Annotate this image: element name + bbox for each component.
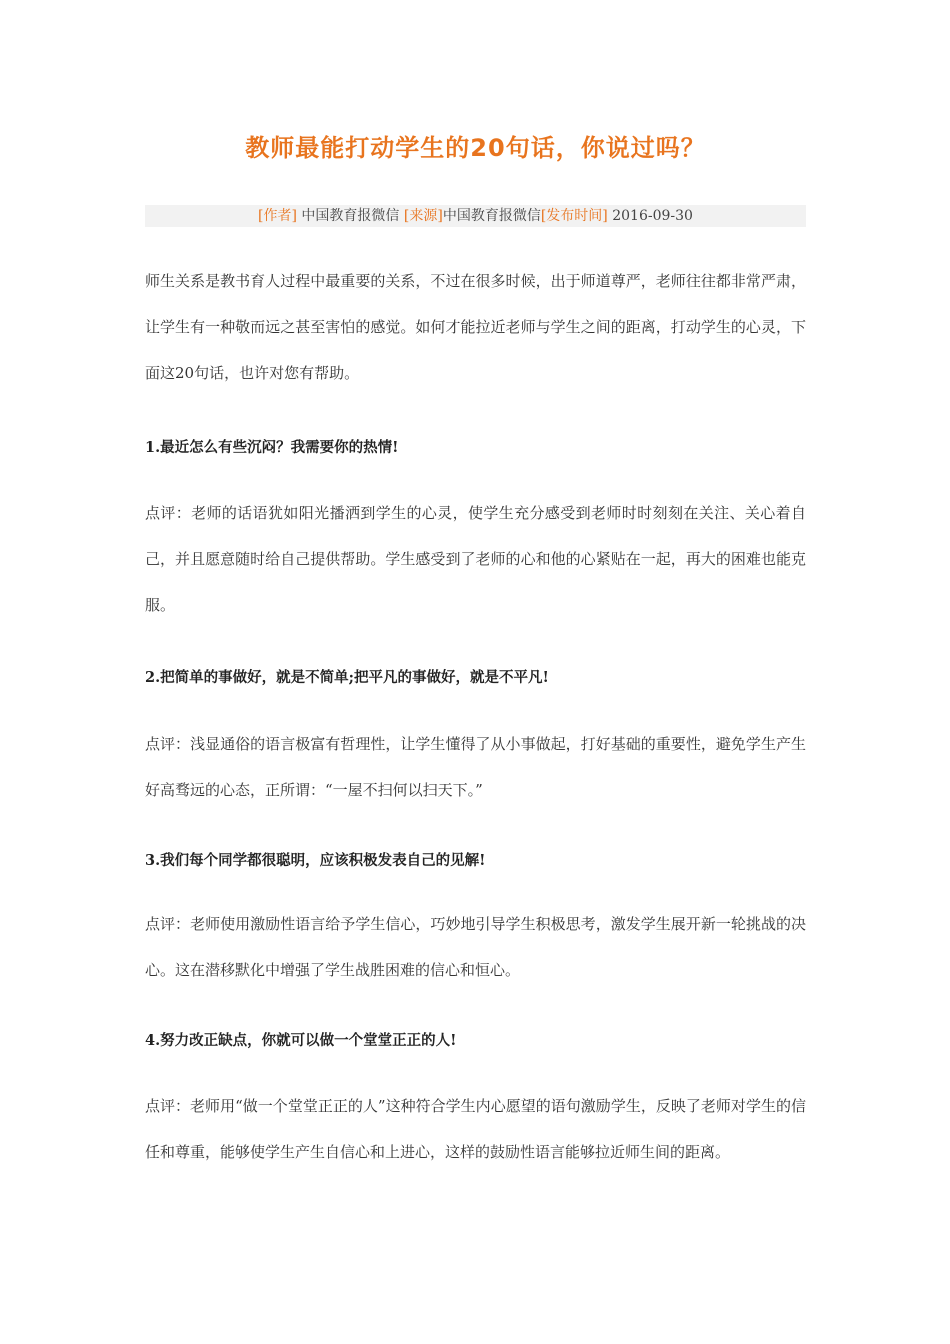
- publish-time-tag: [发布时间]: [540, 208, 608, 224]
- section-heading: 3.我们每个同学都很聪明，应该积极发表自己的见解!: [145, 852, 486, 869]
- section-heading: 1.最近怎么有些沉闷？我需要你的热情!: [145, 439, 399, 456]
- author-tag: [作者]: [258, 208, 297, 224]
- section-comment: 点评：老师用“做一个堂堂正正的人”这种符合学生内心愿望的语句激励学生，反映了老师对学生的信任和尊重，能够使学生产生自信心和上进心，这样的鼓励性语言能够拉近师生间的距离。: [145, 1097, 806, 1161]
- section-comment: 点评：老师的话语犹如阳光播洒到学生的心灵，使学生充分感受到老师时时刻刻在关注、关心着自己，并且愿意随时给自己提供帮助。学生感受到了老师的心和他的心紧贴在一起，再大的困难也能克服。: [145, 504, 806, 614]
- author-value: 中国教育报微信: [296, 208, 404, 224]
- intro-paragraph: 师生关系是教书育人过程中最重要的关系，不过在很多时候，出于师道尊严，老师往往都非常严肃，让学生有一种敬而远之甚至害怕的感觉。如何才能拉近老师与学生之间的距离，打动学生的心灵，下面这20句话，也许对您有帮助。: [145, 272, 806, 382]
- section-comment: 点评：浅显通俗的语言极富有哲理性，让学生懂得了从小事做起，打好基础的重要性，避免学生产生好高骛远的心态，正所谓：“一屋不扫何以扫天下。”: [145, 735, 806, 799]
- section-heading: 2.把简单的事做好，就是不简单;把平凡的事做好，就是不平凡!: [145, 669, 549, 686]
- publish-time-value: 2016-09-30: [607, 208, 693, 224]
- article-title: 教师最能打动学生的20句话，你说过吗？: [245, 134, 706, 162]
- source-tag: [来源]: [403, 208, 443, 224]
- section-heading: 4.努力改正缺点，你就可以做一个堂堂正正的人!: [145, 1032, 457, 1049]
- article-meta-bar: [145, 205, 806, 227]
- source-value: 中国教育报微信: [442, 208, 541, 224]
- section-comment: 点评：老师使用激励性语言给予学生信心，巧妙地引导学生积极思考，激发学生展开新一轮挑战的决心。这在潜移默化中增强了学生战胜困难的信心和恒心。: [145, 915, 806, 979]
